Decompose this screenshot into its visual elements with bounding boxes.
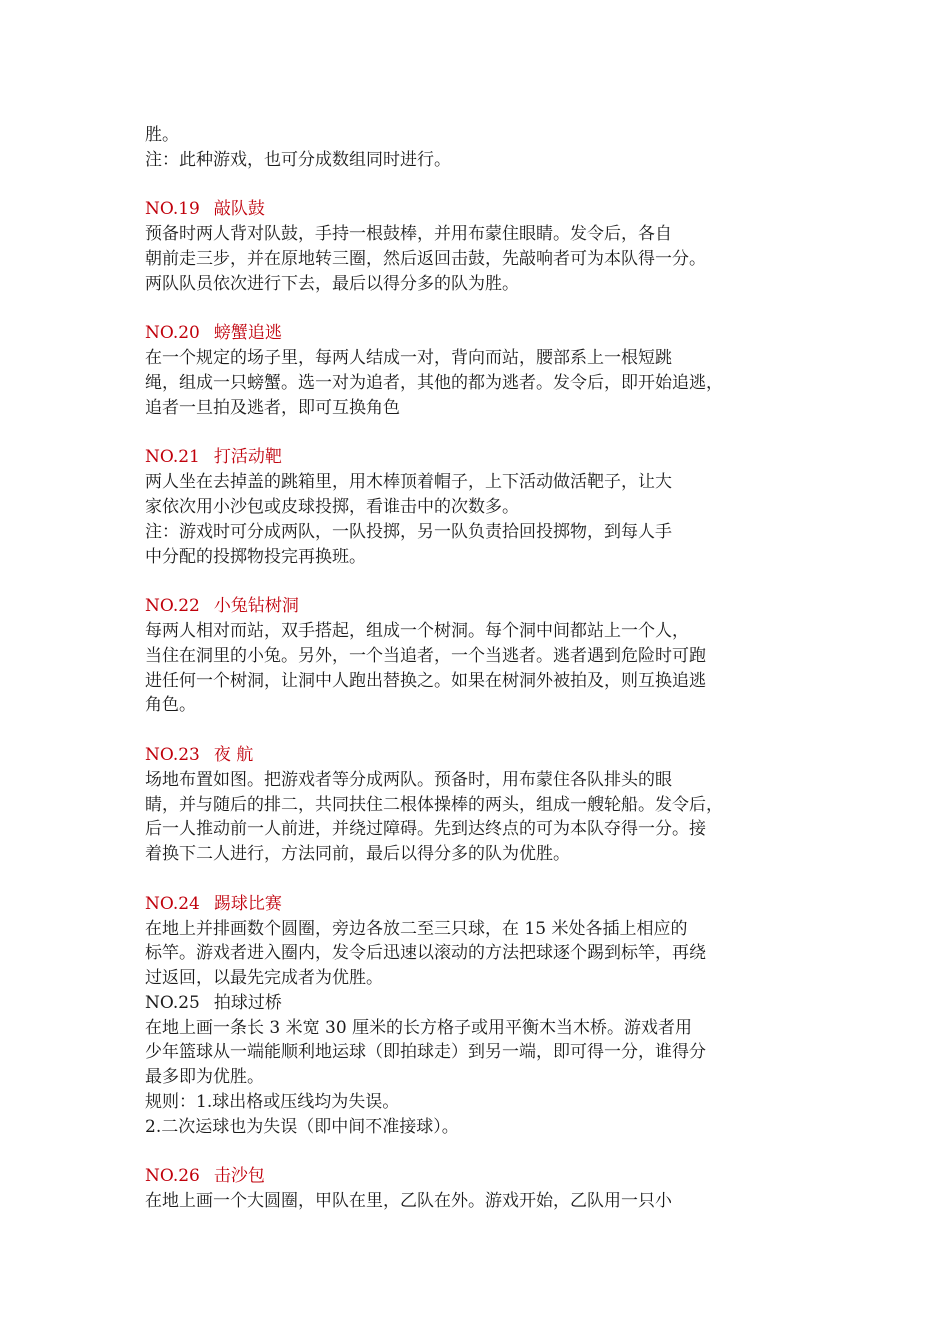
text-line: 进任何一个树洞，让洞中人跑出替换之。如果在树洞外被拍及，则互换追逃 [145, 670, 706, 691]
paragraph-gap [145, 1140, 805, 1165]
text-line: 后一人推动前一人前进，并绕过障碍。先到达终点的可为本队夺得一分。接 [145, 819, 706, 840]
section-number: NO.25 [145, 992, 200, 1013]
text-line: 规则：1.球出格或压线均为失误。 [145, 1092, 400, 1113]
section-title: 夜 航 [213, 744, 254, 765]
text-line: 中分配的投掷物投完再换班。 [145, 546, 366, 567]
text-line: 朝前走三步，并在原地转三圈，然后返回击鼓，先敲响者可为本队得一分。 [145, 248, 706, 269]
text-line: 角色。 [145, 695, 196, 716]
section-number: NO.21 [145, 447, 200, 468]
section-title: 打活动靶 [213, 447, 282, 468]
section-heading [145, 892, 805, 917]
section-number: NO.23 [145, 744, 200, 765]
section-heading [145, 445, 805, 470]
section-heading [145, 321, 805, 346]
text-line: 追者一旦拍及逃者，即可互换角色 [145, 397, 400, 418]
section-title: 击沙包 [213, 1166, 265, 1187]
text-line: 注：此种游戏，也可分成数组同时进行。 [145, 149, 451, 170]
text-line: 注：游戏时可分成两队，一队投掷，另一队负责拾回投掷物，到每人手 [145, 521, 672, 542]
document-body [145, 123, 805, 1214]
paragraph-gap [145, 297, 805, 322]
text-line: 在地上并排画数个圆圈，旁边各放二至三只球，在 15 米处各插上相应的 [145, 918, 688, 939]
text-line: 在一个规定的场子里，每两人结成一对，背向而站，腰部系上一根短跳 [145, 348, 672, 369]
text-line: 在地上画一个大圆圈，甲队在里，乙队在外。游戏开始，乙队用一只小 [145, 1191, 672, 1212]
text-line: 场地布置如图。把游戏者等分成两队。预备时，用布蒙住各队排头的眼 [145, 769, 672, 790]
section-title: 敲队鼓 [213, 199, 265, 220]
text-line: 最多即为优胜。 [145, 1067, 264, 1088]
text-line: 两队队员依次进行下去，最后以得分多的队为胜。 [145, 273, 519, 294]
text-line: 标竿。游戏者进入圈内，发令后迅速以滚动的方法把球逐个踢到标竿，再绕 [145, 943, 706, 964]
section-number: NO.24 [145, 893, 200, 914]
text-line: 两人坐在去掉盖的跳箱里，用木棒顶着帽子，上下活动做活靶子，让大 [145, 472, 672, 493]
section-heading [145, 1164, 805, 1189]
section-heading [145, 594, 805, 619]
paragraph-gap [145, 867, 805, 892]
section-heading [145, 991, 805, 1016]
section-heading [145, 743, 805, 768]
text-line: 胜。 [145, 125, 179, 145]
text-line: 当住在洞里的小兔。另外，一个当追者，一个当逃者。逃者遇到危险时可跑 [145, 645, 706, 666]
paragraph-gap [145, 173, 805, 198]
section-number: NO.22 [145, 596, 200, 617]
text-line: 睛，并与随后的排二，共同扶住二根体操棒的两头，组成一艘轮船。发令后， [145, 794, 723, 815]
text-line: 每两人相对而站，双手搭起，组成一个树洞。每个洞中间都站上一个人， [145, 620, 689, 641]
text-line: 预备时两人背对队鼓，手持一根鼓棒，并用布蒙住眼睛。发令后，各自 [145, 224, 672, 245]
section-heading [145, 197, 805, 222]
section-number: NO.26 [145, 1166, 200, 1187]
section-title: 螃蟹追逃 [213, 323, 282, 344]
section-title: 踢球比赛 [213, 893, 282, 914]
section-title: 小兔钻树洞 [213, 596, 299, 617]
text-line: 过返回，以最先完成者为优胜。 [145, 968, 383, 989]
section-number: NO.20 [145, 323, 200, 344]
text-line: 少年篮球从一端能顺利地运球（即拍球走）到另一端，即可得一分，谁得分 [145, 1042, 706, 1063]
paragraph-gap [145, 421, 805, 446]
paragraph-gap [145, 718, 805, 743]
text-line: 2.二次运球也为失误（即中间不准接球）。 [145, 1116, 459, 1137]
text-line: 在地上画一条长 3 米宽 30 厘米的长方格子或用平衡木当木桥。游戏者用 [145, 1017, 693, 1038]
text-line: 家依次用小沙包或皮球投掷，看谁击中的次数多。 [145, 496, 519, 517]
text-line: 绳，组成一只螃蟹。选一对为追者，其他的都为逃者。发令后，即开始追逃， [145, 372, 723, 393]
section-number: NO.19 [145, 199, 200, 220]
section-title: 拍球过桥 [213, 992, 282, 1013]
text-line: 着换下二人进行，方法同前，最后以得分多的队为优胜。 [145, 844, 570, 865]
paragraph-gap [145, 569, 805, 594]
